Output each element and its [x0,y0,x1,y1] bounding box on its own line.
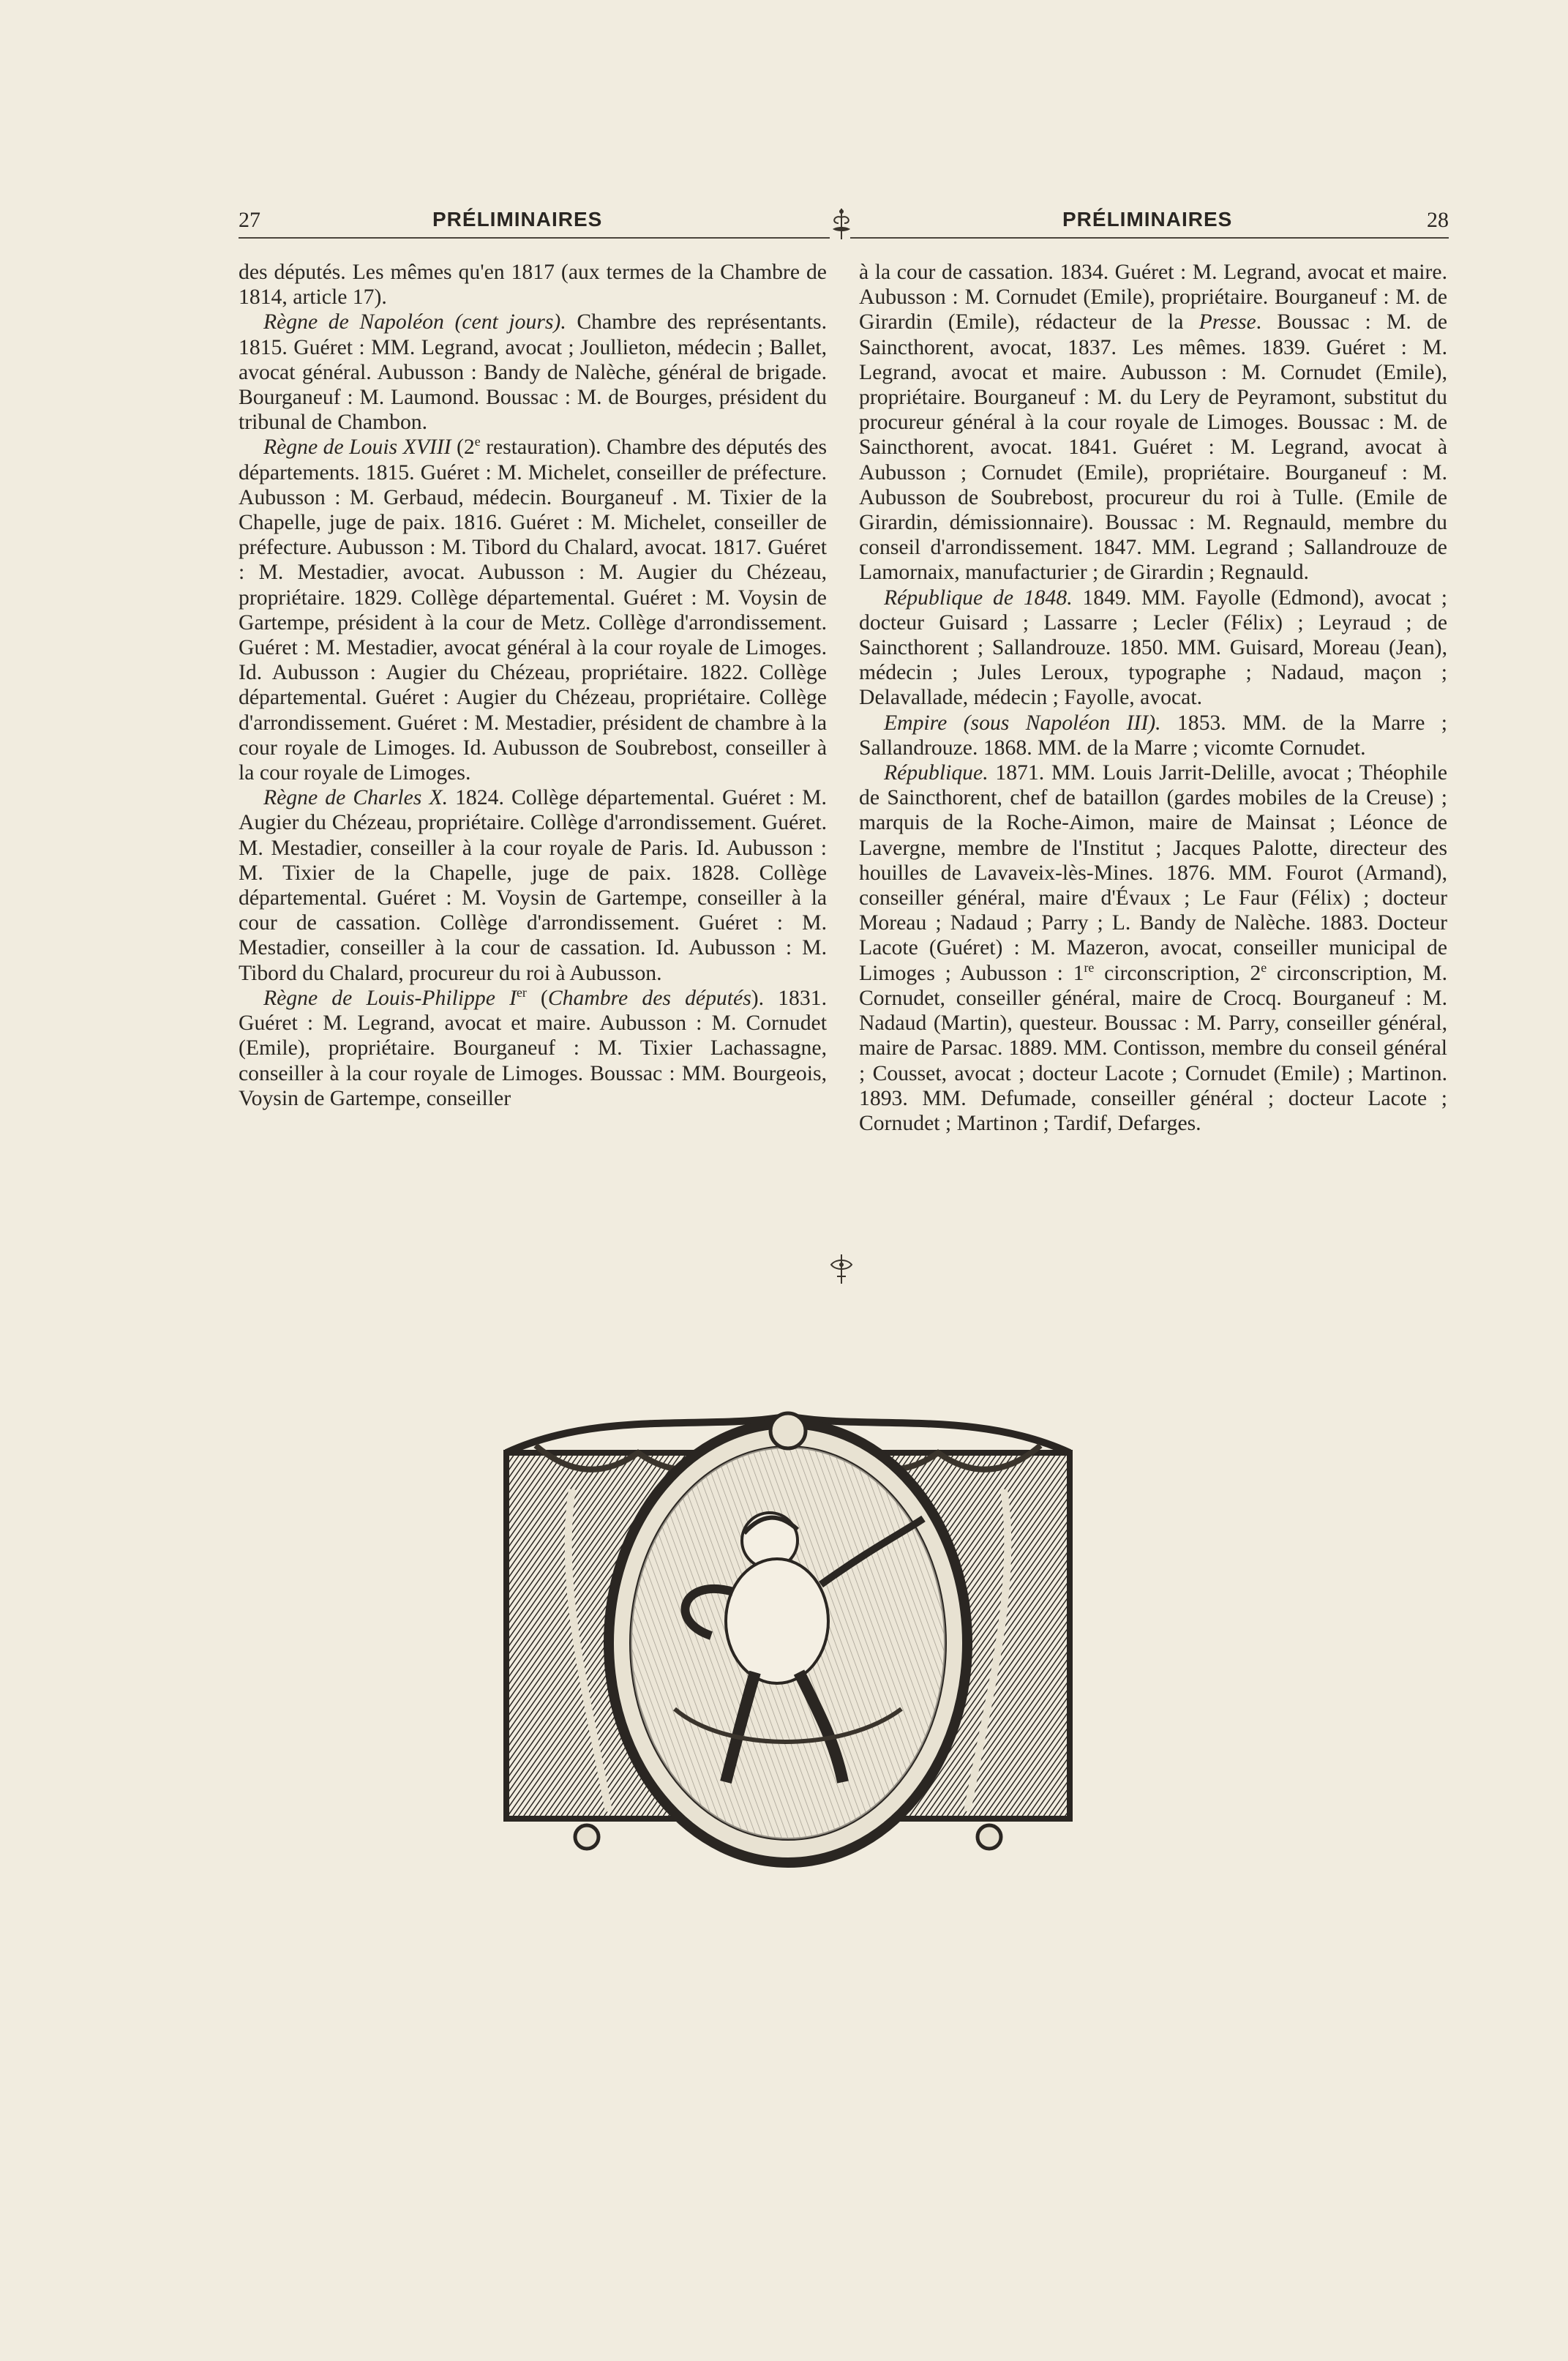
superscript: e [474,434,481,449]
paragraph [859,260,1447,585]
paragraph [859,711,1447,760]
paragraph-text: circonscription, 2 [1094,961,1261,985]
section-heading: République. [884,761,989,785]
right-page-number: 28 [1427,208,1449,232]
left-running-header [239,205,830,239]
paragraph-text: circonscription, M. Cornudet, conseiller général, maire de Crocq. Bourganeuf : M. Nadaud (Martin), questeur. Boussac : M. Parry, conseiller général, maire de Parsac. 1889. MM. Contisson, membre du conseil général ; Cousset, avocat ; docteur Lacote ; Cornudet (Emile) ; Martinon. 1893. MM. Defumade, conseiller général ; docteur Lacote ; Cornudet ; Martinon ; Tardif, Defarges. [859,961,1448,1135]
paragraph-text: Chambre des représentants. 1815. Guéret : MM. Legrand, avocat ; Joullieton, médecin ; Ballet, avocat général. Aubusson : Bandy de Nalèche, général de brigade. Bourganeuf : M. Laumond. Boussac : M. de Bourges, président du tribunal de Chambon. [239,310,827,435]
paragraph [239,785,827,986]
newspaper-title: Presse [1198,310,1256,334]
section-heading: République de 1848. [884,585,1073,610]
superscript: e [1261,959,1267,975]
fleuron-icon [828,1251,855,1285]
section-heading: Règne de Charles X. [263,786,448,810]
paragraph [859,585,1447,711]
section-subheading: Chambre des députés [547,986,751,1010]
right-running-header [850,205,1449,239]
fleuron-icon [828,207,855,241]
right-header-rule [850,237,1449,239]
paragraph-text: restauration). Chambre des députés des départements. 1815. Guéret : M. Michelet, conseiller de préfecture. Aubusson : M. Gerbaud, médecin. Bourganeuf . M. Tixier de la Chapelle, juge de paix. 1816. Guéret : M. Michelet, conseiller de préfecture. Aubusson : M. Tibord du Chalard, avocat. 1817. Guéret : M. Mestadier, avocat. Aubusson : M. Augier du Chézeau, propriétaire. 1829. Collège départemental. Guéret : M. Voysin de Gartempe, président à la cour de Metz. Collège d'arrondissement. Guéret : M. Mestadier, avocat général à la cour royale de Limoges. Id. Aubusson : Augier du Chézeau, propriétaire. 1822. Collège départemental. Guéret : Augier du Chézeau, propriétaire. Collège d'arrondissement. Guéret : M. Mestadier, président de chambre à la cour royale de Limoges. Id. Aubusson de Soubrebost, conseiller à la cour royale de Limoges. [239,435,828,785]
paragraph-text: . Boussac : M. de Saincthorent, avocat, 1837. Les mêmes. 1839. Guéret : M. Legrand, avocat et maire. Aubusson : M. Cornudet (Emile), propriétaire. Bourganeuf : M. du Lery de Peyramont, substitut du procureur général à la cour royale de Limoges. Boussac : M. de Saincthorent, avocat. 1841. Guéret : M. Legrand, avocat à Aubusson ; Cornudet (Emile), propriétaire. Bourganeuf : M. Aubusson de Soubrebost, procureur du roi à Tulle. (Emile de Girardin, démissionnaire). Boussac : M. Regnauld, membre du conseil d'arrondissement. 1847. MM. Legrand ; Sallandrouze de Lamornaix, manufacturier ; de Girardin ; Regnauld. [859,310,1447,585]
section-heading: Règne de Louis-Philippe I [263,986,517,1010]
paragraph-text: 1831. Guéret : M. Legrand, avocat et maire. Aubusson : M. Cornudet (Emile), propriétaire. Bourganeuf : M. Tixier Lachassagne, conseiller à la cour royale de Limoges. Boussac : MM. Bourgeois, Voysin de Gartempe, conseiller [239,986,828,1110]
left-header-rule [239,237,830,239]
left-header-title: PRÉLIMINAIRES [432,208,603,231]
paragraph-text: 1849. MM. Fayolle (Edmond), avocat ; docteur Guisard ; Lassarre ; Lecler (Félix) ; Leyraud ; de Saincthorent ; Sallandrouze. 1850. MM. Guisard, Moreau (Jean), médecin ; Jules Leroux, typographe ; Nadaud, maçon ; Delavallade, médecin ; Fayolle, avocat. [859,585,1447,710]
paragraph [239,260,827,310]
paragraph-text: (2 [451,435,475,460]
section-heading: Règne de Louis XVIII [263,435,451,460]
superscript: er [516,985,527,1000]
superscript: re [1084,959,1095,975]
right-text-column [859,260,1447,1136]
paragraph [859,760,1447,1136]
left-page-number: 27 [239,208,260,232]
paragraph-text: 1824. Collège départemental. Guéret : M. Augier du Chézeau, propriétaire. Collège d'arrondissement. Guéret. M. Mestadier, conseiller à la cour royale de Paris. Id. Aubusson : M. Tixier de la Chapelle, juge de paix. 1828. Collège départemental. Guéret : M. Voysin de Gartempe, conseiller à la cour de cassation. Collège d'arrondissement. Guéret : M. Mestadier, conseiller à la cour de cassation. Id. Aubusson : M. Tibord du Chalard, procureur du roi à Aubusson. [239,786,827,985]
section-heading: Règne de Napoléon (cent jours). [263,310,566,334]
right-header-title: PRÉLIMINAIRES [1062,208,1233,231]
paragraph [239,435,827,785]
paragraph [239,310,827,435]
paragraph-text: des députés. Les mêmes qu'en 1817 (aux termes de la Chambre de 1814, article 17). [239,261,827,310]
section-heading: Empire (sous Napoléon III). [884,711,1161,735]
paragraph-text: 1871. MM. Louis Jarrit-Delille, avocat ; Théophile de Saincthorent, chef de bataillon (gardes mobiles de la Creuse) ; marquis de la Roche-Aimon, maire de Mainsat ; Léonce de Lavergne, membre de l'Institut ; Jacques Palotte, directeur des houilles de Lavaveix-lès-Mines. 1876. MM. Fourot (Armand), conseiller général, maire d'Évaux ; Le Faur (Félix) ; docteur Moreau ; Nadaud ; Parry ; L. Bandy de Nalèche. 1883. Docteur Lacote (Guéret) : M. Mazeron, avocat, conseiller municipal de Limoges ; Aubusson : 1 [859,761,1447,985]
cherub-vignette-illustration [492,1402,1084,1877]
left-text-column [239,260,827,1111]
paragraph-text: 1853. MM. de la Marre ; Sallandrouze. 1868. MM. de la Marre ; vicomte Cornudet. [859,711,1447,760]
paragraph-text: à la cour de cassation. 1834. Guéret : M. Legrand, avocat et maire. Aubusson : M. Cornudet (Emile), propriétaire. Bourganeuf : M. de Girardin (Emile), rédacteur de la [859,261,1447,334]
paragraph: Règne de Louis-Philippe Ier (Chambre des députés). 1831. Guéret : M. Legrand, avocat et maire. Aubusson : M. Cornudet (Emile), propriétaire. Bourganeuf : M. Tixier Lachassagne, conseiller à la cour royale de Limoges. Boussac : MM. Bourgeois, Voysin de Gartempe, conseiller [239,985,828,1110]
